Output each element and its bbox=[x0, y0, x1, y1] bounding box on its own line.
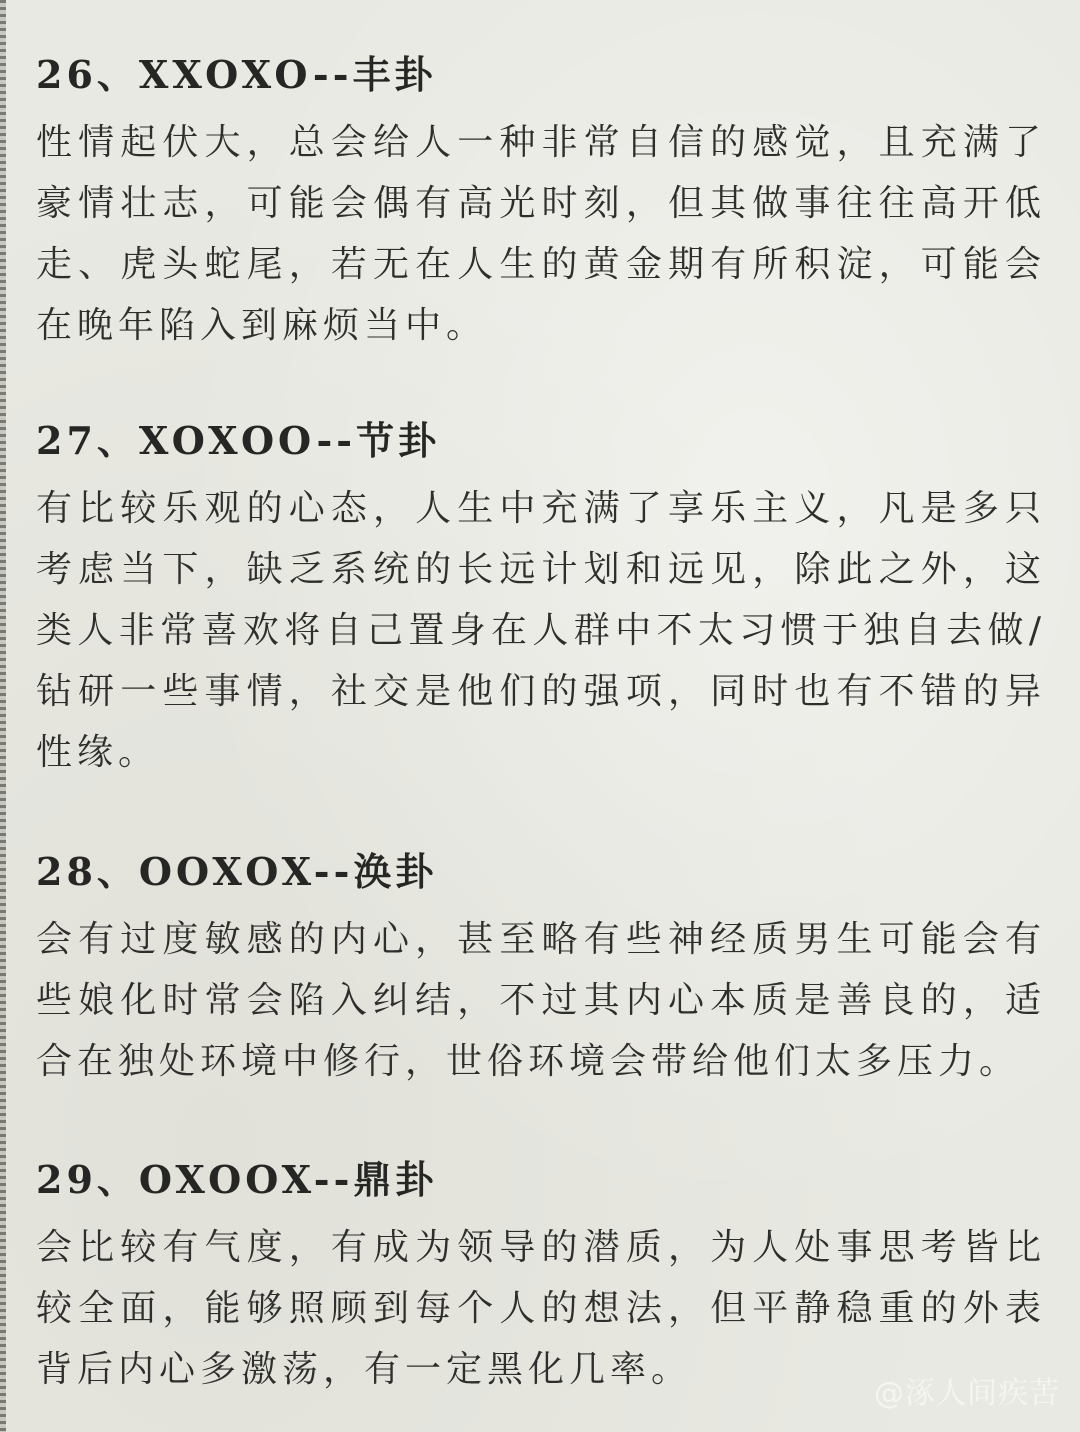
entry-28 bbox=[36, 849, 1046, 1092]
entry-title: 29、OXOOX--鼎卦 bbox=[36, 1157, 438, 1202]
entry-26 bbox=[36, 52, 1046, 356]
entry-body: 有比较乐观的心态，人生中充满了享乐主义，凡是多只考虑当下，缺乏系统的长远计划和远见，除此之外，这类人非常喜欢将自己置身在人群中不太习惯于独自去做/钻研一些事情，社交是他们的强项，同时也有不错的异性缘。 bbox=[36, 488, 1046, 773]
entry-27 bbox=[36, 418, 1046, 783]
entry-title: 28、OOXOX--涣卦 bbox=[36, 849, 438, 894]
watermark: @涿人间疾苦 bbox=[874, 1376, 1060, 1411]
page-binding-edge bbox=[0, 0, 6, 1432]
entry-body: 会有过度敏感的内心，甚至略有些神经质男生可能会有些娘化时常会陷入纠结，不过其内心本质是善良的，适合在独处环境中修行，世俗环境会带给他们太多压力。 bbox=[36, 919, 1046, 1082]
entry-title: 26、XXOXO--丰卦 bbox=[36, 52, 437, 97]
entry-title: 27、XOXOO--节卦 bbox=[36, 418, 441, 463]
entry-body: 性情起伏大，总会给人一种非常自信的感觉，且充满了豪情壮志，可能会偶有高光时刻，但其做事往往高开低走、虎头蛇尾，若无在人生的黄金期有所积淀，可能会在晚年陷入到麻烦当中。 bbox=[36, 122, 1046, 346]
entry-29 bbox=[36, 1157, 1046, 1400]
entry-body: 会比较有气度，有成为领导的潜质，为人处事思考皆比较全面，能够照顾到每个人的想法，但平静稳重的外表背后内心多激荡，有一定黑化几率。 bbox=[36, 1227, 1046, 1390]
